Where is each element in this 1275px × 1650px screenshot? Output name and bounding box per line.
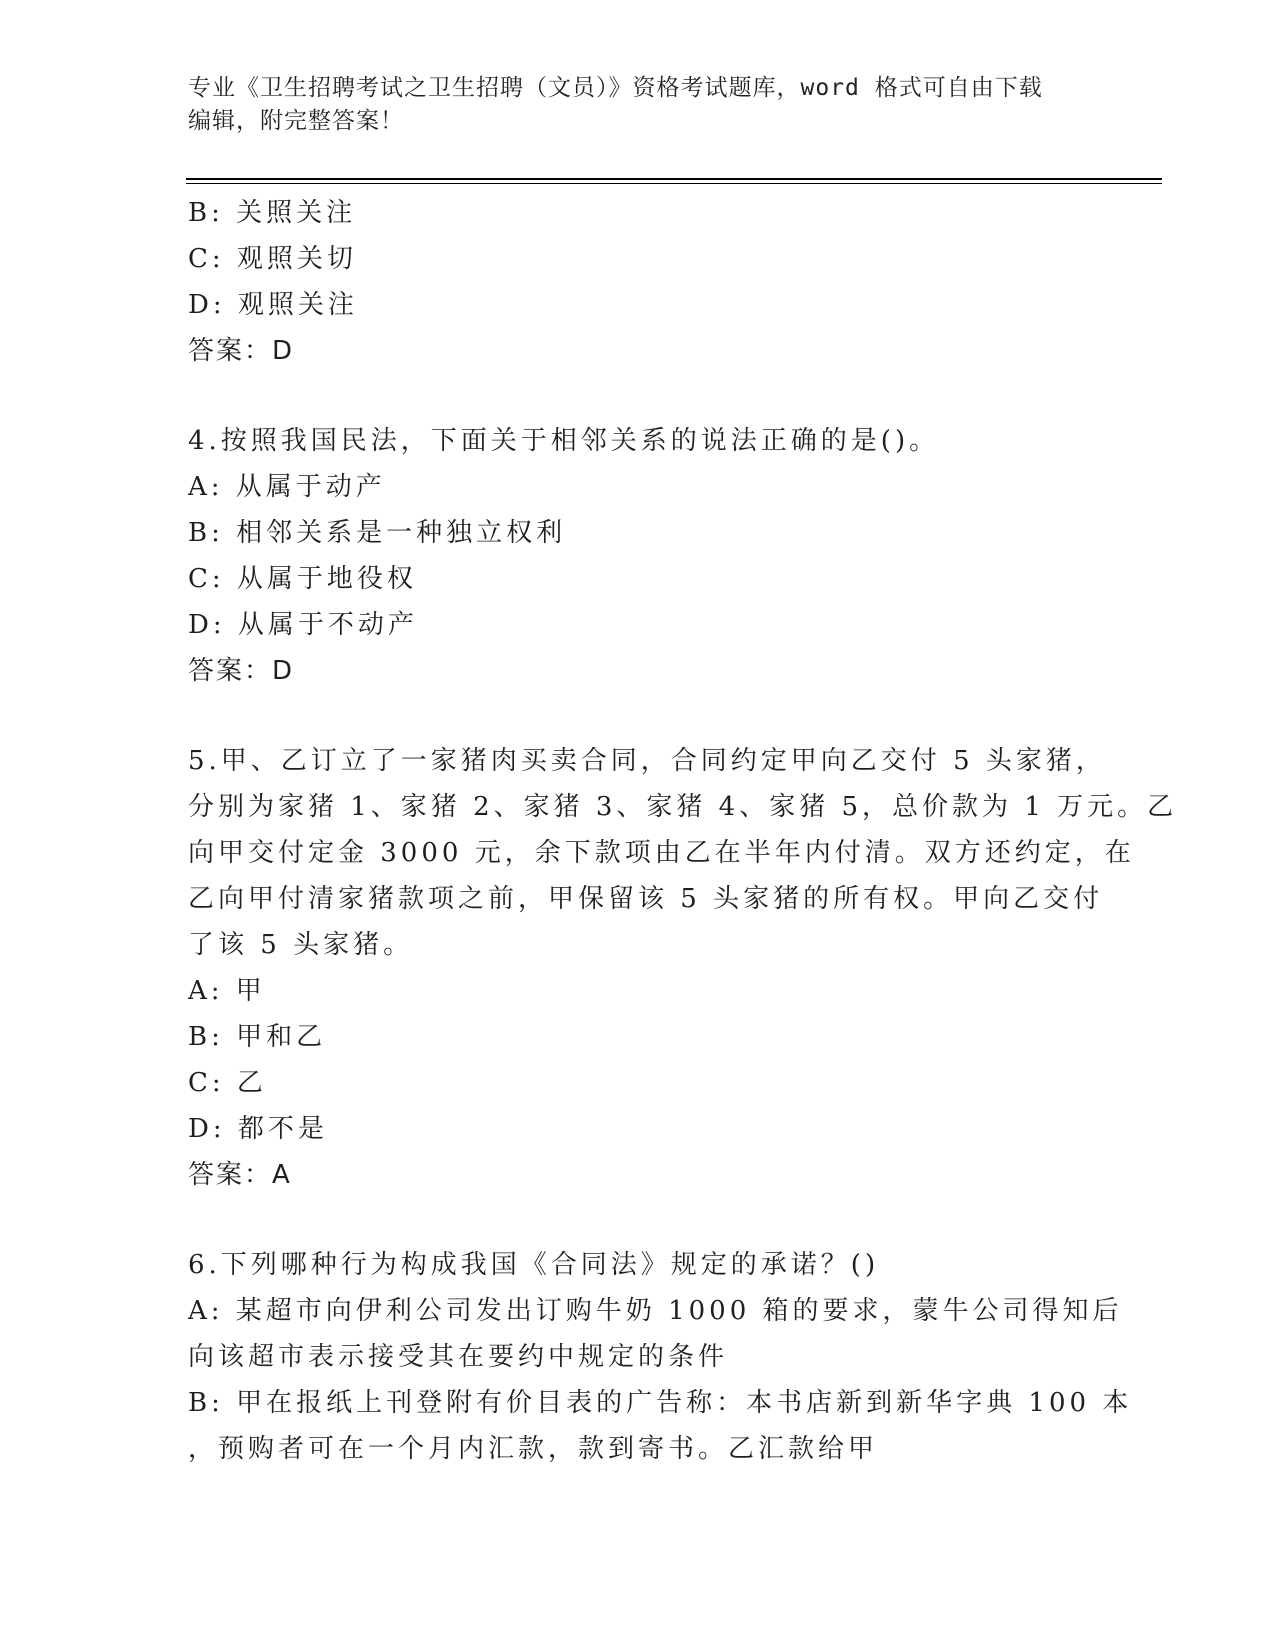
spacer [188, 1198, 1088, 1242]
q6-option-a-line: 向该超市表示接受其在要约中规定的条件 [188, 1342, 729, 1372]
q5-option-d: D: 都不是 [188, 1114, 328, 1144]
q5-stem-line: 乙向甲付清家猪款项之前，甲保留该 5 头家猪的所有权。甲向乙交付 [188, 884, 1104, 914]
header-line-1: 专业《卫生招聘考试之卫生招聘（文员）》资格考试题库，word 格式可自由下载 [188, 75, 1043, 101]
q4-option-c: C: 从属于地役权 [188, 564, 417, 594]
q4-option-d: D: 从属于不动产 [188, 610, 418, 640]
q5-stem-line: 5.甲、乙订立了一家猪肉买卖合同，合同约定甲向乙交付 5 头家猪， [188, 746, 1106, 776]
q6-stem: 6.下列哪种行为构成我国《合同法》规定的承诺？() [188, 1250, 880, 1280]
q5-stem-line: 分别为家猪 1、家猪 2、家猪 3、家猪 4、家猪 5，总价款为 1 万元。乙 [188, 792, 1178, 822]
header-rule-thin [186, 183, 1162, 184]
header-rule-thick [186, 178, 1162, 180]
q5-option-b: B: 甲和乙 [188, 1022, 327, 1052]
question-4 [188, 418, 1088, 694]
q6-option-b-line: B: 甲在报纸上刊登附有价目表的广告称：本书店新到新华字典 100 本 [188, 1388, 1133, 1418]
q3-option-d: D: 观照关注 [188, 290, 358, 320]
question-6 [188, 1242, 1133, 1472]
header-line-2: 编辑，附完整答案！ [188, 108, 404, 134]
document-header [188, 72, 1088, 138]
q3-option-c: C: 观照关切 [188, 244, 357, 274]
q3-answer: 答案：D [188, 336, 295, 366]
question-3 [188, 190, 1088, 374]
q6-option-b-line: ，预购者可在一个月内汇款，款到寄书。乙汇款给甲 [188, 1434, 879, 1464]
q5-stem-line: 向甲交付定金 3000 元，余下款项由乙在半年内付清。双方还约定，在 [188, 838, 1135, 868]
q4-option-b: B: 相邻关系是一种独立权利 [188, 518, 567, 548]
spacer [188, 694, 1088, 738]
q5-option-c: C: 乙 [188, 1068, 267, 1098]
question-5 [188, 738, 1178, 1198]
q4-answer: 答案：D [188, 656, 295, 686]
q4-option-a: A: 从属于动产 [188, 472, 386, 502]
q4-stem: 4.按照我国民法，下面关于相邻关系的说法正确的是()。 [188, 426, 940, 456]
q3-option-b: B: 关照关注 [188, 198, 357, 228]
q5-answer: 答案：A [188, 1160, 292, 1190]
q5-stem-line: 了该 5 头家猪。 [188, 930, 414, 960]
q5-option-a: A: 甲 [188, 976, 266, 1006]
document-body [188, 190, 1178, 1472]
q6-option-a-line: A: 某超市向伊利公司发出订购牛奶 1000 箱的要求，蒙牛公司得知后 [188, 1296, 1123, 1326]
spacer [188, 374, 1088, 418]
